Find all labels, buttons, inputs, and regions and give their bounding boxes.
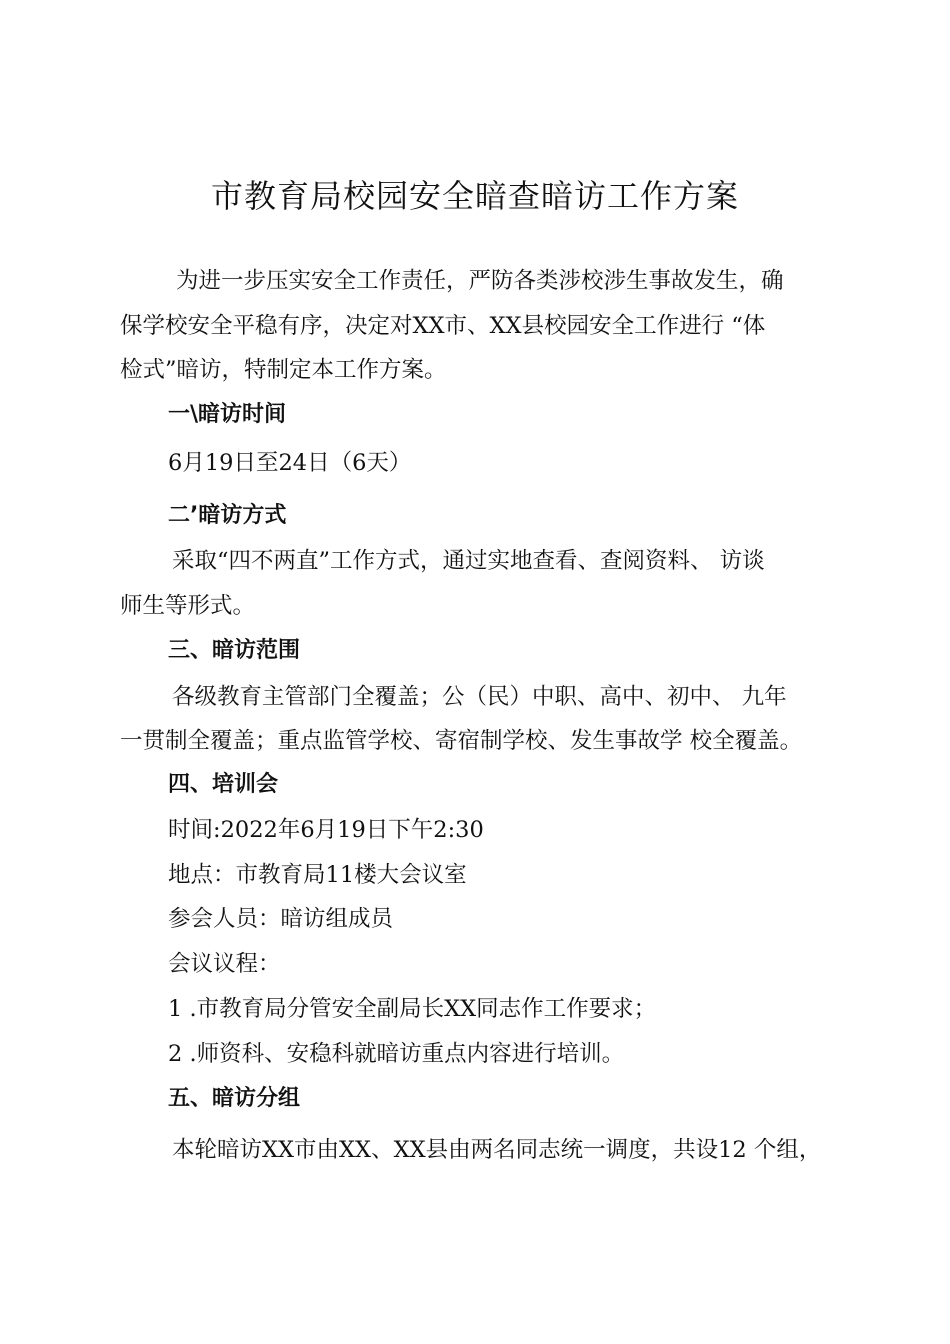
time-range-text: 6月19日至24日（6天） [168, 450, 412, 476]
section-heading-training: 四、培训会 [168, 772, 279, 797]
scope-line-2: 一贯制全覆盖；重点监管学校、寄宿制学校、发生事故学 校全覆盖。 [120, 728, 803, 754]
paragraph-intro-line-3: 检式”暗访，特制定本工作方案。 [120, 357, 447, 383]
training-time: 时间:2022年6月19日下午2:30 [168, 817, 484, 843]
paragraph-intro-line-2: 保学校安全平稳有序，决定对XX市、XX县校园安全工作进行 “体 [120, 313, 766, 339]
section-heading-time: 一\暗访时间 [168, 402, 287, 427]
paragraph-intro-line-1: 为进一步压实安全工作责任，严防各类涉校涉生事故发生，确 [176, 268, 784, 294]
scope-line-1: 各级教育主管部门全覆盖；公（民）中职、高中、初中、 九年 [172, 684, 787, 710]
method-line-2: 师生等形式。 [120, 593, 256, 619]
section-heading-method: 二’暗访方式 [168, 503, 287, 528]
training-agenda-label: 会议议程： [168, 951, 281, 977]
method-line-1: 采取“四不两直”工作方式，通过实地查看、查阅资料、 访谈 [172, 548, 765, 574]
training-location: 地点：市教育局11楼大会议室 [168, 862, 467, 888]
section-heading-scope: 三、暗访范围 [168, 638, 301, 663]
document-title: 市教育局校园安全暗查暗访工作方案 [210, 177, 739, 215]
agenda-item-2: 2 .师资科、安稳科就暗访重点内容进行培训。 [168, 1041, 625, 1067]
agenda-item-1: 1 .市教育局分管安全副局长XX同志作工作要求； [168, 996, 657, 1022]
training-attendees: 参会人员：暗访组成员 [168, 906, 394, 932]
section-heading-groups: 五、暗访分组 [168, 1086, 301, 1111]
groups-line-1: 本轮暗访XX市由XX、XX县由两名同志统一调度，共设12 个组， [172, 1137, 822, 1163]
